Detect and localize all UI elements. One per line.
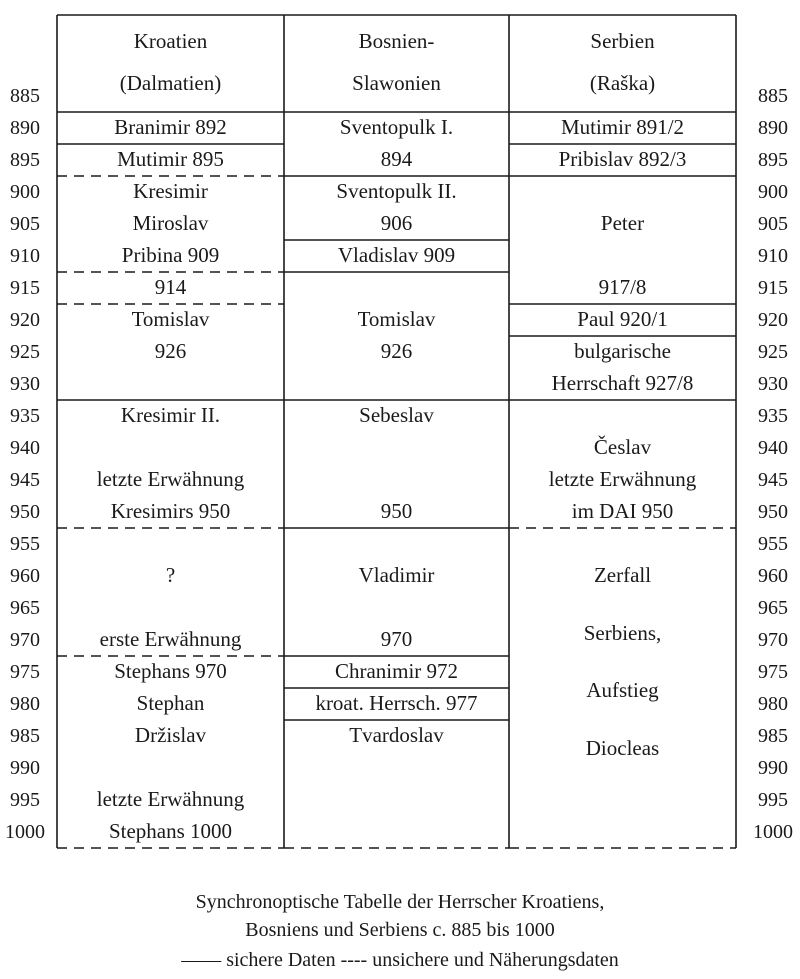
ruler-entry: im DAI 950 [571, 499, 674, 523]
year-label-right: 950 [758, 501, 788, 523]
ruler-entry: Sventopulk I. [339, 115, 454, 139]
legend-line: —— sichere Daten ---- unsichere und Näherungsdaten [181, 949, 619, 971]
year-label-right: 965 [758, 597, 788, 619]
year-label-left: 945 [10, 469, 40, 491]
year-label-left: 930 [10, 373, 40, 395]
ruler-entry: Diocleas [585, 735, 660, 760]
year-label-left: 940 [10, 437, 40, 459]
year-label-right: 975 [758, 661, 788, 683]
year-label-right: 930 [758, 373, 788, 395]
ruler-entry: Tomislav [131, 307, 210, 331]
ruler-entry: Stephans 970 [114, 659, 227, 683]
ruler-entry: Pribina 909 [121, 243, 220, 267]
ruler-entry: Paul 920/1 [577, 307, 668, 331]
year-label-right: 980 [758, 693, 788, 715]
ruler-entry: Držislav [134, 723, 207, 747]
ruler-entry: Vladimir [358, 563, 435, 587]
ruler-entry: Tvardoslav [349, 723, 444, 747]
ruler-entry: Tomislav [357, 307, 436, 331]
ruler-entry: Zerfall [593, 563, 652, 587]
year-label-left: 960 [10, 565, 40, 587]
year-label-right: 970 [758, 629, 788, 651]
year-label-right: 895 [758, 149, 788, 171]
year-label-right: 890 [758, 117, 788, 139]
ruler-entry: 970 [380, 627, 413, 651]
year-label-left: 980 [10, 693, 40, 715]
year-label-right: 935 [758, 405, 788, 427]
year-label-left: 970 [10, 629, 40, 651]
year-label-right: 920 [758, 309, 788, 331]
year-label-left: 915 [10, 277, 40, 299]
ruler-entry: Kresimir [133, 179, 208, 203]
ruler-entry: Sventopulk II. [336, 179, 457, 203]
year-label-left: 955 [10, 533, 40, 555]
year-label-left: 905 [10, 213, 40, 235]
year-label-left: 975 [10, 661, 40, 683]
year-label-left: 900 [10, 181, 40, 203]
ruler-entry: Vladislav 909 [337, 243, 456, 267]
ruler-entry: Pribislav 892/3 [558, 147, 687, 171]
ruler-entry: 926 [380, 339, 413, 363]
ruler-entry: letzte Erwähnung [548, 467, 697, 491]
ruler-entry: Sebeslav [359, 403, 434, 427]
ruler-entry: letzte Erwähnung [96, 467, 245, 491]
year-label-left: 995 [10, 789, 40, 811]
ruler-entry: Chranimir 972 [334, 659, 459, 683]
year-label-right: 960 [758, 565, 788, 587]
column-header: (Dalmatien) [119, 71, 222, 95]
caption-line-2: Bosniens und Serbiens c. 885 bis 1000 [245, 919, 555, 941]
ruler-entry: Mutimir 895 [117, 147, 224, 171]
year-label-left: 925 [10, 341, 40, 363]
year-label-right: 915 [758, 277, 788, 299]
ruler-entry: Mutimir 891/2 [560, 115, 685, 139]
caption-line-1: Synchronoptische Tabelle der Herrscher Kroatiens, [195, 891, 605, 913]
column-header: Slawonien [352, 71, 441, 95]
column-header: Kroatien [133, 29, 208, 53]
year-label-left: 950 [10, 501, 40, 523]
year-label-right: 945 [758, 469, 788, 491]
year-label-right: 905 [758, 213, 788, 235]
year-label-left: 890 [10, 117, 40, 139]
ruler-entry: 950 [380, 499, 413, 523]
ruler-entry: bulgarische [574, 339, 671, 363]
ruler-entry: 906 [380, 211, 413, 235]
year-label-left: 965 [10, 597, 40, 619]
year-label-right: 985 [758, 725, 788, 747]
ruler-entry: Kresimirs 950 [110, 499, 231, 523]
ruler-entry: letzte Erwähnung [96, 787, 245, 811]
ruler-entry: ? [165, 563, 176, 587]
year-label-right: 900 [758, 181, 788, 203]
column-header: (Raška) [589, 71, 656, 95]
ruler-entry: Stephans 1000 [108, 819, 233, 843]
ruler-entry: Herrschaft 927/8 [551, 371, 694, 395]
year-label-left: 920 [10, 309, 40, 331]
year-label-right: 940 [758, 437, 788, 459]
ruler-entry: 926 [154, 339, 187, 363]
ruler-entry: Stephan [136, 691, 205, 715]
year-label-left: 935 [10, 405, 40, 427]
column-header: Bosnien- [358, 29, 435, 53]
year-label-right: 955 [758, 533, 788, 555]
year-label-left: 910 [10, 245, 40, 267]
year-label-right: 1000 [753, 821, 793, 843]
ruler-entry: Miroslav [132, 211, 209, 235]
year-label-left: 885 [10, 85, 40, 107]
year-label-left: 895 [10, 149, 40, 171]
ruler-entry: Kresimir II. [120, 403, 221, 427]
ruler-entry: Peter [600, 211, 645, 235]
year-label-right: 885 [758, 85, 788, 107]
year-label-right: 910 [758, 245, 788, 267]
ruler-entry: 917/8 [598, 275, 647, 299]
year-label-left: 1000 [5, 821, 45, 843]
ruler-entry: Aufstieg [586, 678, 659, 703]
column-header: Serbien [590, 29, 655, 53]
ruler-entry: 894 [380, 147, 413, 171]
ruler-entry: erste Erwähnung [99, 627, 242, 651]
ruler-entry: Branimir 892 [114, 115, 227, 139]
ruler-entry: kroat. Herrsch. 977 [315, 691, 478, 715]
year-label-right: 990 [758, 757, 788, 779]
year-label-right: 995 [758, 789, 788, 811]
year-label-right: 925 [758, 341, 788, 363]
year-label-left: 990 [10, 757, 40, 779]
ruler-entry: Serbiens, [583, 620, 662, 645]
year-label-left: 985 [10, 725, 40, 747]
ruler-entry: 914 [154, 275, 187, 299]
ruler-entry: Česlav [593, 435, 652, 459]
